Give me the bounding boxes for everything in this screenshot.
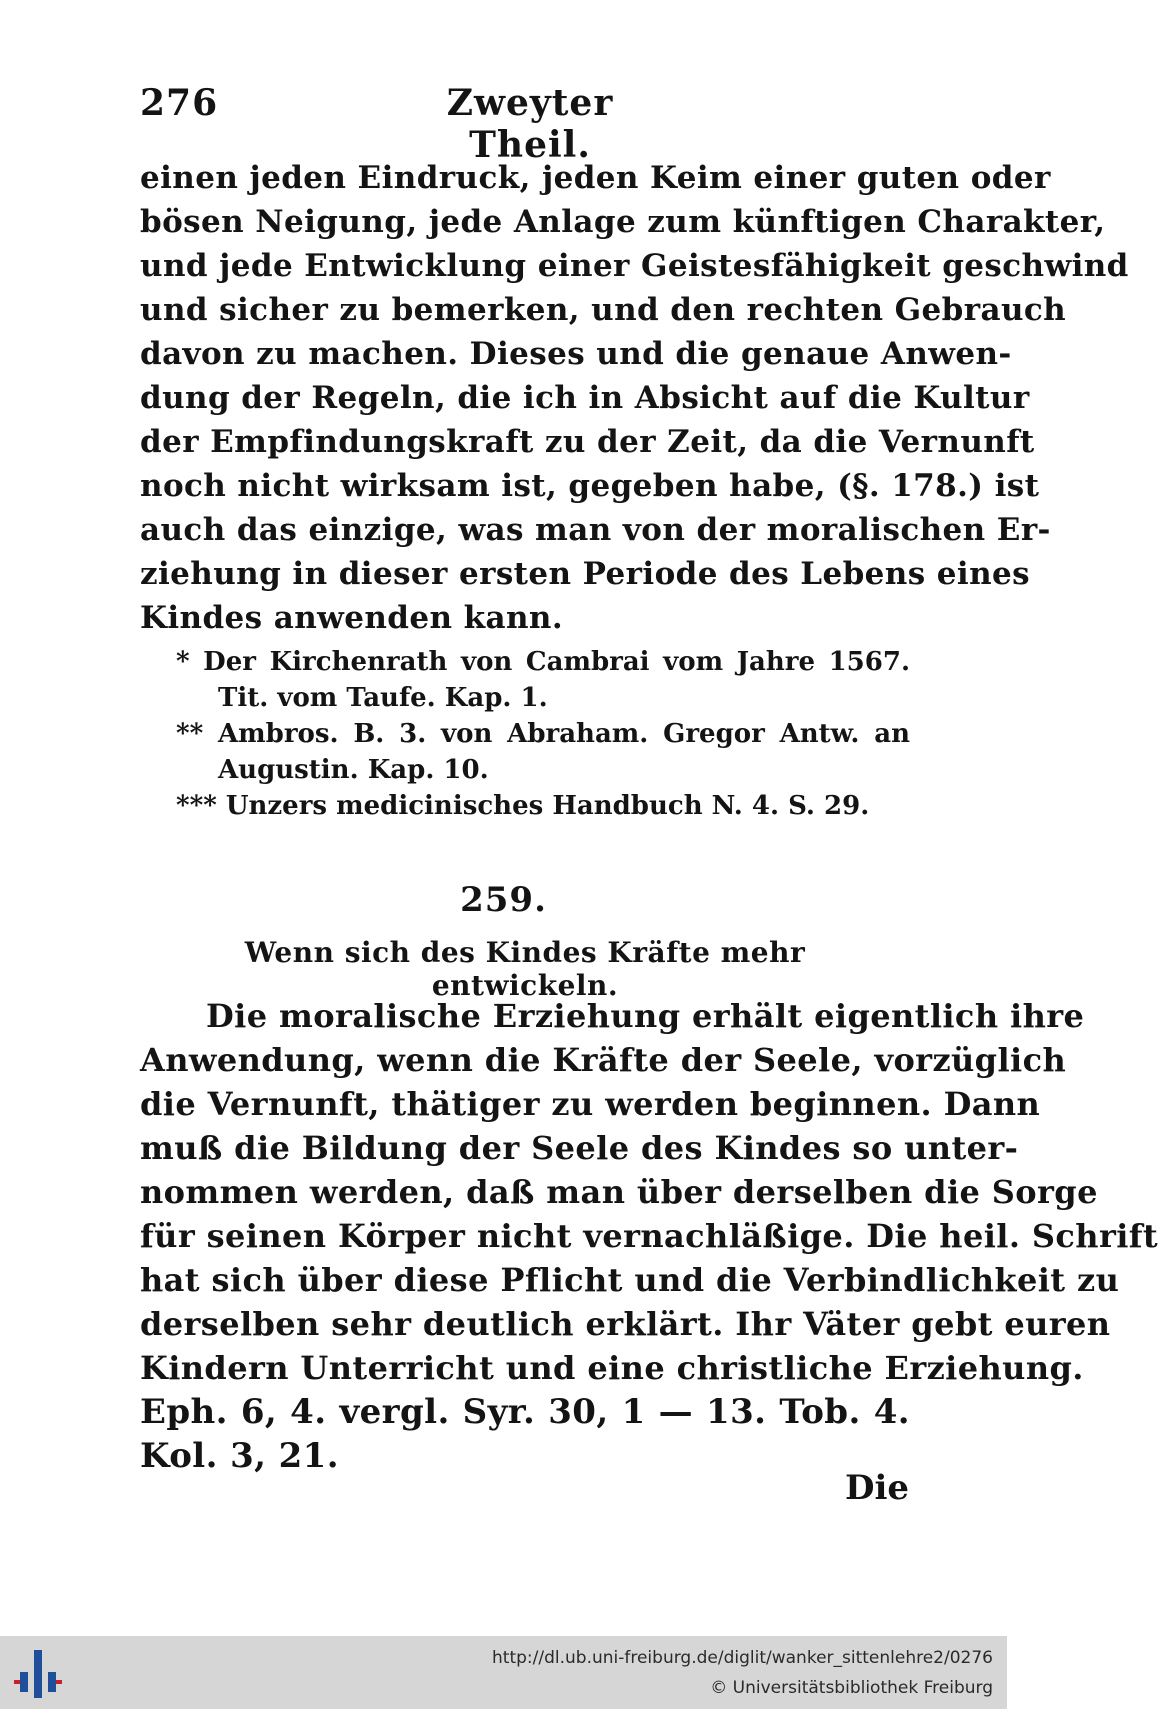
paragraph-section-259 — [140, 994, 1158, 1478]
source-url-link[interactable]: http://dl.ub.uni-freiburg.de/diglit/wanker_sittenlehre2/0276 — [492, 1648, 993, 1668]
text-line: die Vernunft, thätiger zu werden beginnen. Dann — [140, 1085, 1041, 1123]
text-line: Kol. 3, 21. — [140, 1436, 339, 1476]
footnotes — [176, 644, 910, 824]
text-line: und jede Entwicklung einer Geistesfähigkeit geschwind — [140, 248, 1129, 284]
text-line: derselben sehr deutlich erklärt. Ihr Väter gebt euren — [140, 1305, 1111, 1343]
text-line: muß die Bildung der Seele des Kindes so unter- — [140, 1129, 1019, 1167]
text-line: davon zu machen. Dieses und die genaue Anwen- — [140, 336, 1012, 372]
text-line: einen jeden Eindruck, jeden Keim einer guten oder — [140, 160, 1051, 196]
ub-freiburg-logo-icon[interactable] — [14, 1650, 62, 1698]
text-line: Eph. 6, 4. vergl. Syr. 30, 1 — 13. Tob. 4. — [140, 1392, 910, 1432]
text-line: Kindes anwenden kann. — [140, 600, 564, 636]
text-line: hat sich über diese Pflicht und die Verbindlichkeit zu — [140, 1261, 1120, 1299]
catchword: Die — [844, 1468, 909, 1508]
text-line: ziehung in dieser ersten Periode des Lebens eines — [140, 556, 1030, 592]
text-line: nommen werden, daß man über derselben die Sorge — [140, 1173, 1098, 1211]
footnote-line: *** Unzers medicinisches Handbuch N. 4. S. 29. — [176, 791, 870, 821]
running-head: Zweyter Theil. — [446, 82, 614, 166]
page-header — [140, 82, 910, 166]
text-line: Die moralische Erziehung erhält eigentlich ihre — [206, 997, 1085, 1035]
text-line: auch das einzige, was man von der moralischen Er- — [140, 512, 1051, 548]
text-line: für seinen Körper nicht vernachläßige. Die heil. Schrift — [140, 1217, 1158, 1255]
text-line: Anwendung, wenn die Kräfte der Seele, vorzüglich — [140, 1041, 1067, 1079]
viewer-footer — [0, 1636, 1007, 1709]
footnote-line: Augustin. Kap. 10. — [218, 755, 489, 785]
text-line: Kindern Unterricht und eine christliche Erziehung. — [140, 1349, 1084, 1387]
footnote-line: ** Ambros. B. 3. von Abraham. Gregor Antw. an — [176, 719, 910, 749]
footnote-line: Tit. vom Taufe. Kap. 1. — [218, 683, 548, 713]
page-number: 276 — [140, 82, 219, 124]
footnote-line: * Der Kirchenrath von Cambrai vom Jahre 1567. — [176, 647, 910, 677]
text-line: bösen Neigung, jede Anlage zum künftigen Charakter, — [140, 204, 1106, 240]
paragraph-continued — [140, 156, 1129, 640]
text-line: der Empfindungskraft zu der Zeit, da die Vernunft — [140, 424, 1035, 460]
text-line: und sicher zu bemerken, und den rechten Gebrauch — [140, 292, 1067, 328]
section-title: Wenn sich des Kindes Kräfte mehr entwickeln. — [244, 936, 806, 1002]
section-number: 259. — [460, 880, 547, 920]
text-line: noch nicht wirksam ist, gegeben habe, (§. 178.) ist — [140, 468, 1040, 504]
text-line: dung der Regeln, die ich in Absicht auf die Kultur — [140, 380, 1030, 416]
copyright-text: © Universitätsbibliothek Freiburg — [710, 1678, 993, 1698]
